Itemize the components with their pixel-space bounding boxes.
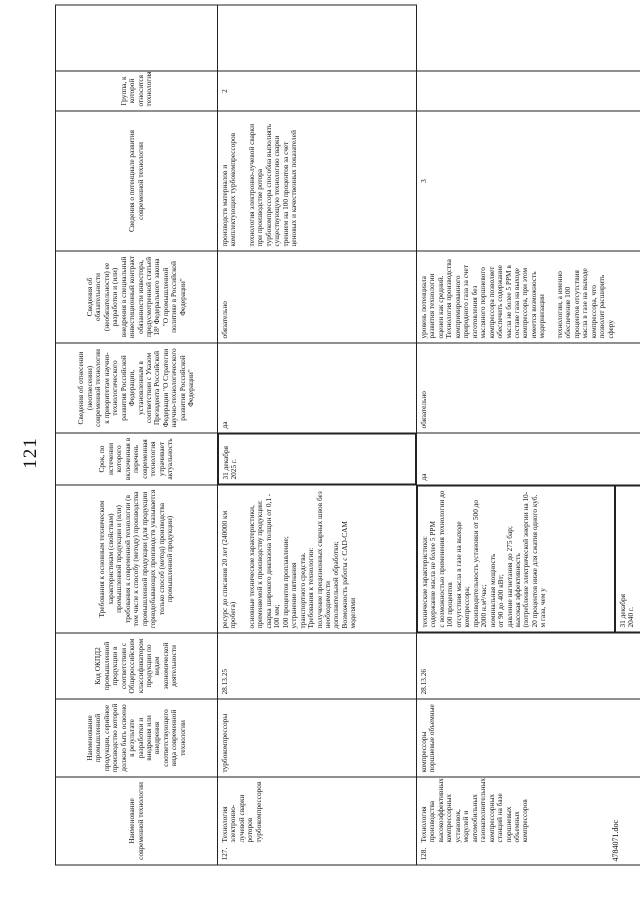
group: 2 (218, 71, 417, 111)
group: 3 (417, 111, 640, 251)
header-product-name: Наименование промышленной продукции, серийное производство которой должно быть освоено в результате разработки и внедрения или внедрения соответствующего вида современной технологии (56, 699, 218, 777)
okpd-code: 28.13.25 (218, 633, 417, 699)
header-technology-name: Наименование современной технологии (56, 777, 218, 865)
deadline: 31 декабря 2040 г. (615, 485, 640, 632)
header-requirements: Требования к основным техническим характеристикам (свойствам) промышленной продукции и (или) требования к современной технологии (в том числе к способу (методу) производства промышленной продукции (для продукции горнодобывающих производств указывается только способ (метод) производства промышленной продукции) (56, 485, 218, 633)
table-row (417, 5, 640, 865)
page-number: 121 (20, 436, 41, 469)
header-potential: Сведения о потенциале развития современной технологии (56, 111, 218, 251)
potential-continuation: производств материалов и комплектующих турбокомпрессоров (220, 132, 238, 246)
technology-name: Технология производства высокоэффективных компрессорных установок, модулей и автомобильных газонаполнительных компрессорных станций на базе поршневых объемных компрессоров (419, 777, 530, 842)
product-name: турбокомпрессоры (218, 699, 417, 777)
technology-name: Технология электронно-лучевой сварки роторов турбокомпрессоров (220, 781, 263, 842)
priority: да (417, 433, 640, 485)
requirements-text: технические характеристики: содержание масла не более 5 PPM с возможностью применения технологии до 100 процентов отсутствия масла в газе на выходе компрессора; производительность установки от 500 до 2000 н.м³/час; номинальная мощность от 90 до 400 кВт; давление нагнетания до 275 бар; высокая эффективность (потребление электрической энергии на 10-20 процентов ниже для сжатия одного куб. м газа, чем у (417, 485, 615, 632)
header-spacer (56, 5, 218, 71)
header-priority: Сведения об отнесении (неотнесении) современной технологии к приоритетам научно-технологического развития Российской Федерации, установленным в соответствии с Указом Президента Российской Федерации "О Стратегии научно-технологического развития Российской Федерации" (56, 343, 218, 433)
potential-cell (417, 251, 640, 343)
obligation: обязательно (417, 343, 640, 433)
header-okpd-code: Код ОКПД2 промышленной продукции в соответствии с Общероссийским классификатором продукции по видам экономической деятельности (56, 633, 218, 699)
row-number: 128. (419, 847, 428, 860)
table-row (218, 5, 417, 865)
document-footer: 4784071.doc (611, 819, 620, 861)
product-name: компрессоры поршневые объемные (417, 699, 640, 777)
deadline: 31 декабря 2025 г. (218, 433, 416, 484)
spacer-cell (417, 71, 640, 111)
technology-name-cell (417, 777, 640, 865)
requirements-text: основные технические характеристики, применяемой к производству продукции: сварка широкого диапазона толщин от 0,1 - 100 мм; 100 процентов проплавление; устранение пятнания транспортного средства. Требования к технологии: получение прецизионных сварных швов без необходимости дополнительной обработки; Возможность работы с CAD-CAM моделями (246, 490, 358, 628)
okpd-code: 28.13.26 (417, 633, 640, 699)
spacer-cell (218, 5, 417, 71)
header-obligation: Сведения об обязательности (необязательности) ее разработки и (или) внедрения в специальный инвестиционный контракт обязанности инвестора, предусмотренной статьей 18¹ Федерального закона "О промышленной политике в Российской Федерации" (56, 251, 218, 343)
potential-text: технология электронно-лучевой сварки при производстве ротора турбокомпрессора способна выполнять существующую технологию сварки трением на 100 процентов за счет ценовых и качественных показателей (246, 123, 299, 246)
technology-name-cell (218, 777, 417, 865)
potential-text-continued: технологии, а именно обеспечение 100 процентов отсутствия масла в газе на выходе компрессора, что позволит расширить сферу (554, 267, 615, 338)
obligation: обязательно (218, 251, 417, 343)
potential-cell (218, 111, 417, 251)
requirements-continuation: ресурс до списания 20 лет (240000 км пробега) (220, 510, 238, 628)
table-header-row (56, 5, 218, 865)
technology-table (55, 4, 640, 865)
header-group: Группа, к которой относится технология (56, 71, 218, 111)
requirements-cell (218, 485, 417, 633)
row-number: 127. (220, 847, 229, 860)
header-deadline: Срок, по истечении которого включенная в перечень современная технология утрачивает актуальность (56, 433, 218, 485)
potential-text: уровень потенциала развития технологии оценен как средний. Технология производства компримированного природного газа за счет изготовления без масляного поршневого компрессора позволяет обеспечить содержание масла не более 5 PPM в составе газа на выходе компрессора, при этом имеется возможность модернизации (419, 258, 547, 338)
priority: да (218, 343, 417, 433)
